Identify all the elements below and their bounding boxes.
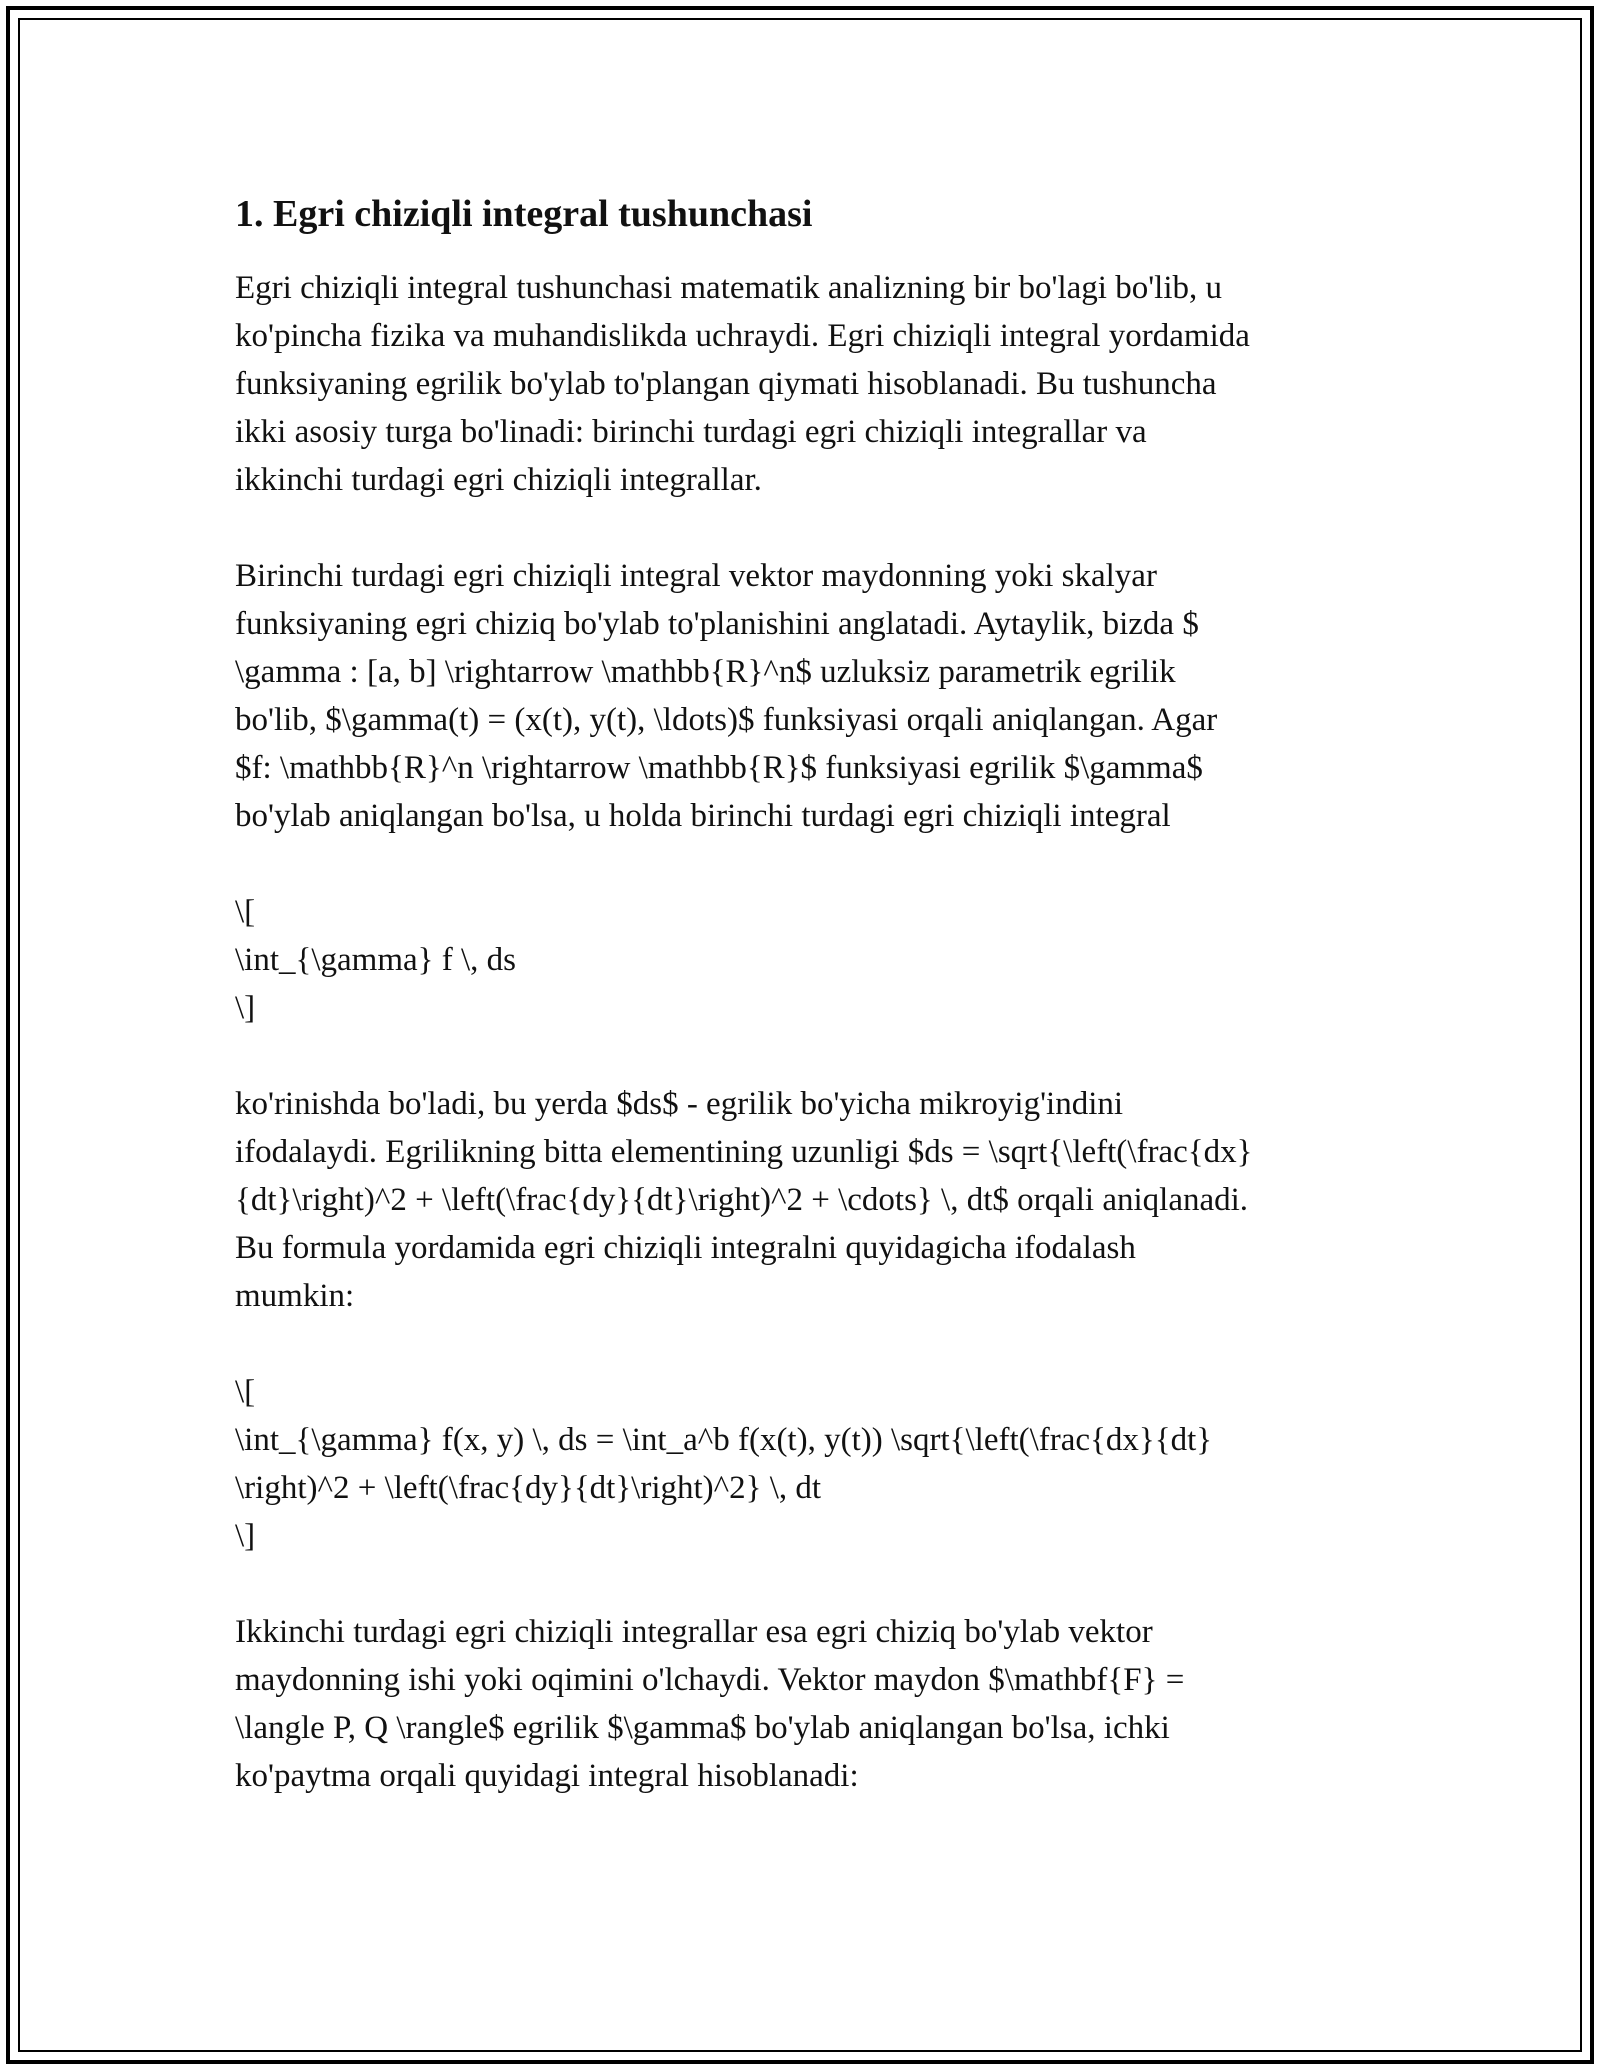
formula-line: \int_{\gamma} f(x, y) \, ds = \int_a^b f(x(t), y(t)) \sqrt{\left(\frac{dx}{dt} [235, 1422, 1213, 1458]
text-line: ikki asosiy turga bo'linadi: birinchi turdagi egri chiziqli integrallar va [235, 414, 1147, 450]
formula-line: \[ [235, 894, 256, 930]
text-line: Egri chiziqli integral tushunchasi matematik analizning bir bo'lagi bo'lib, u [235, 270, 1222, 306]
text-line: $f: \mathbb{R}^n \rightarrow \mathbb{R}$ funksiyasi egrilik $\gamma$ [235, 750, 1203, 786]
document-body [235, 190, 1375, 1848]
section-heading: 1. Egri chiziqli integral tushunchasi [235, 193, 813, 235]
second-kind-paragraph [235, 1608, 1375, 1800]
text-line: Ikkinchi turdagi egri chiziqli integrallar esa egri chiziq bo'ylab vektor [235, 1614, 1153, 1650]
text-line: bo'lib, $\gamma(t) = (x(t), y(t), \ldots)$ funksiyasi orqali aniqlangan. Agar [235, 702, 1218, 738]
first-kind-paragraph [235, 552, 1375, 840]
formula-line: \] [235, 990, 256, 1026]
text-line: \langle P, Q \rangle$ egrilik $\gamma$ bo'ylab aniqlangan bo'lsa, ichki [235, 1710, 1170, 1746]
formula-line: \[ [235, 1374, 256, 1410]
text-line: funksiyaning egri chiziq bo'ylab to'planishini anglatadi. Aytaylik, bizda $ [235, 606, 1199, 642]
formula-line: \] [235, 1518, 256, 1554]
text-line: maydonning ishi yoki oqimini o'lchaydi. Vektor maydon $\mathbf{F} = [235, 1662, 1185, 1698]
text-line: Bu formula yordamida egri chiziqli integralni quyidagicha ifodalash [235, 1230, 1136, 1266]
text-line: ko'pincha fizika va muhandislikda uchraydi. Egri chiziqli integral yordamida [235, 318, 1250, 354]
text-line: ko'rinishda bo'ladi, bu yerda $ds$ - egrilik bo'yicha mikroyig'indini [235, 1086, 1124, 1122]
text-line: bo'ylab aniqlangan bo'lsa, u holda birinchi turdagi egri chiziqli integral [235, 798, 1171, 834]
formula-block-2 [235, 1368, 1375, 1560]
ds-paragraph [235, 1080, 1375, 1320]
text-line: ikkinchi turdagi egri chiziqli integrallar. [235, 462, 762, 498]
formula-line: \int_{\gamma} f \, ds [235, 942, 516, 978]
intro-paragraph [235, 264, 1375, 504]
text-line: funksiyaning egrilik bo'ylab to'plangan qiymati hisoblanadi. Bu tushuncha [235, 366, 1217, 402]
text-line: Birinchi turdagi egri chiziqli integral vektor maydonning yoki skalyar [235, 558, 1157, 594]
text-line: ko'paytma orqali quyidagi integral hisoblanadi: [235, 1758, 859, 1794]
formula-line: \right)^2 + \left(\frac{dy}{dt}\right)^2} \, dt [235, 1470, 822, 1506]
text-line: ifodalaydi. Egrilikning bitta elementining uzunligi $ds = \sqrt{\left(\frac{dx} [235, 1134, 1253, 1170]
text-line: \gamma : [a, b] \rightarrow \mathbb{R}^n$ uzluksiz parametrik egrilik [235, 654, 1176, 690]
text-line: {dt}\right)^2 + \left(\frac{dy}{dt}\right)^2 + \cdots} \, dt$ orqali aniqlanadi. [235, 1182, 1249, 1218]
text-line: mumkin: [235, 1278, 355, 1314]
formula-block-1 [235, 888, 1375, 1032]
